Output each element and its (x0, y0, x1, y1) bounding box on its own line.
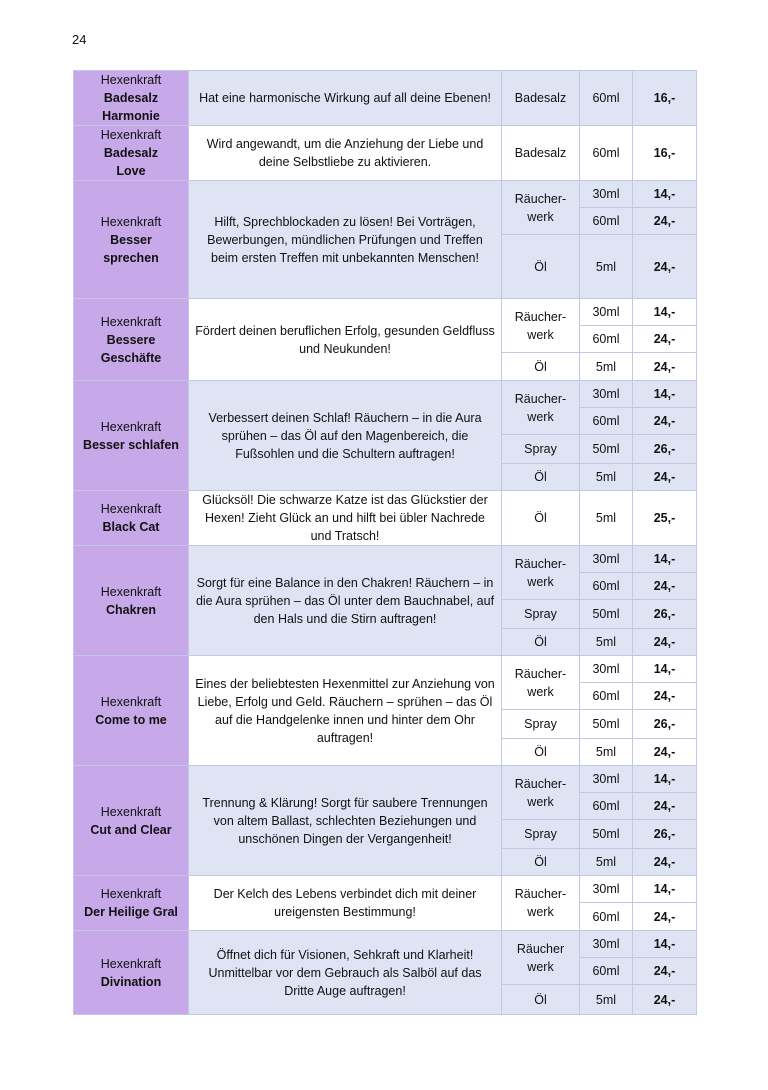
product-type: Öl (502, 739, 580, 766)
product-type: Räucher-werk (502, 546, 580, 600)
page-number: 24 (72, 32, 87, 47)
product-size: 5ml (580, 464, 633, 491)
product-size: 60ml (580, 793, 633, 820)
product-price: 14,- (633, 299, 697, 326)
product-price: 14,- (633, 876, 697, 903)
product-description: Sorgt für eine Balance in den Chakren! Räuchern – in die Aura sprühen – das Öl unter dem Bauchnabel, auf den Hals und die Stirn auftragen! (189, 546, 502, 656)
product-type: Badesalz (502, 126, 580, 181)
product-price: 26,- (633, 600, 697, 629)
product-row (74, 126, 697, 181)
product-size: 60ml (580, 408, 633, 435)
product-size: 5ml (580, 629, 633, 656)
product-size: 5ml (580, 235, 633, 299)
product-size: 60ml (580, 71, 633, 126)
product-size: 60ml (580, 903, 633, 931)
product-name-cell (74, 126, 189, 181)
product-name-cell (74, 181, 189, 299)
product-size: 30ml (580, 656, 633, 683)
product-block (74, 766, 697, 876)
product-size: 5ml (580, 739, 633, 766)
brand-label: Hexenkraft (100, 887, 162, 901)
product-block (74, 656, 697, 766)
product-size: 60ml (580, 573, 633, 600)
product-name-cell (74, 546, 189, 656)
product-name-cell (74, 766, 189, 876)
brand-label: Hexenkraft (100, 694, 162, 709)
brand-label: Hexenkraft (100, 584, 162, 599)
product-price-table (73, 70, 697, 1015)
product-type: Öl (502, 985, 580, 1015)
product-size: 30ml (580, 931, 633, 958)
product-name-cell (74, 656, 189, 766)
product-name-cell (74, 71, 189, 126)
product-size: 50ml (580, 820, 633, 849)
product-description: Trennung & Klärung! Sorgt für saubere Trennungen von altem Ballast, schlechten Beziehungen und unschönen Dingen der Vergangenheit! (189, 766, 502, 876)
product-type: Räucher-werk (502, 766, 580, 820)
product-price: 24,- (633, 849, 697, 876)
product-size: 30ml (580, 546, 633, 573)
product-name: Harmonie (102, 109, 160, 123)
product-description: Glücksöl! Die schwarze Katze ist das Glückstier der Hexen! Zieht Glück an und hilft bei übler Nachrede und Tratsch! (189, 491, 502, 546)
product-description: Öffnet dich für Visionen, Sehkraft und Klarheit! Unmittelbar vor dem Gebrauch als Salböl auf das Dritte Auge auftragen! (189, 931, 502, 1015)
product-type: Öl (502, 235, 580, 299)
product-name: Bessere (106, 332, 156, 347)
product-block (74, 299, 697, 381)
product-size: 30ml (580, 876, 633, 903)
product-type: Spray (502, 820, 580, 849)
product-price: 24,- (633, 573, 697, 600)
product-type: Räucher-werk (502, 656, 580, 710)
product-name: Geschäfte (100, 350, 162, 365)
product-name: Der Heilige Gral (84, 905, 178, 919)
product-name: Badesalz (103, 91, 159, 105)
product-type: Öl (502, 353, 580, 381)
product-price: 14,- (633, 381, 697, 408)
product-description: Verbessert deinen Schlaf! Räuchern – in die Aura sprühen – das Öl auf den Magenbereich, die Fußsohlen und die Schultern auftragen! (189, 381, 502, 491)
product-price: 24,- (633, 903, 697, 931)
product-size: 5ml (580, 985, 633, 1015)
product-row (74, 876, 697, 903)
product-price: 14,- (633, 766, 697, 793)
product-price: 14,- (633, 546, 697, 573)
product-price: 26,- (633, 710, 697, 739)
product-size: 60ml (580, 326, 633, 353)
product-type: Räucher-werk (502, 299, 580, 353)
product-type: Räucher-werk (502, 876, 580, 931)
product-name: Besser (110, 232, 152, 247)
product-size: 60ml (580, 683, 633, 710)
product-price: 24,- (633, 326, 697, 353)
product-description: Fördert deinen beruflichen Erfolg, gesunden Geldfluss und Neukunden! (189, 299, 502, 381)
product-row (74, 656, 697, 683)
product-size: 5ml (580, 353, 633, 381)
product-size: 5ml (580, 491, 633, 546)
product-row (74, 546, 697, 573)
product-type: Räucher werk (502, 931, 580, 985)
product-type: Räucher-werk (502, 181, 580, 235)
product-price: 24,- (633, 208, 697, 235)
product-price: 14,- (633, 931, 697, 958)
product-name-cell (74, 299, 189, 381)
product-type: Spray (502, 435, 580, 464)
product-type: Öl (502, 464, 580, 491)
brand-label: Hexenkraft (100, 804, 162, 819)
product-description: Wird angewandt, um die Anziehung der Liebe und deine Selbstliebe zu aktivieren. (189, 126, 502, 181)
product-price: 14,- (633, 656, 697, 683)
product-name: Love (116, 164, 146, 178)
product-size: 30ml (580, 381, 633, 408)
product-price: 16,- (633, 126, 697, 181)
product-name: Come to me (95, 712, 167, 727)
product-size: 60ml (580, 958, 633, 985)
product-size: 60ml (580, 208, 633, 235)
product-block (74, 381, 697, 491)
product-name-cell (74, 876, 189, 931)
product-price: 24,- (633, 464, 697, 491)
product-description: Eines der beliebtesten Hexenmittel zur Anziehung von Liebe, Erfolg und Geld. Räuchern – sprühen – das Öl auf die Handgelenke innen und hinter dem Ohr auftragen! (189, 656, 502, 766)
product-row (74, 931, 697, 958)
product-size: 5ml (580, 849, 633, 876)
product-size: 30ml (580, 181, 633, 208)
product-type: Spray (502, 600, 580, 629)
product-price: 24,- (633, 958, 697, 985)
product-description: Hilft, Sprechblockaden zu lösen! Bei Vorträgen, Bewerbungen, mündlichen Prüfungen und Treffen beim ersten Treffen mit unbekannten Menschen! (189, 181, 502, 299)
brand-label: Hexenkraft (100, 314, 162, 329)
brand-label: Hexenkraft (100, 502, 162, 516)
product-size: 50ml (580, 435, 633, 464)
product-price: 24,- (633, 985, 697, 1015)
product-size: 50ml (580, 600, 633, 629)
product-row (74, 766, 697, 793)
product-row (74, 491, 697, 546)
brand-label: Hexenkraft (100, 214, 162, 229)
product-block (74, 181, 697, 299)
product-type: Badesalz (502, 71, 580, 126)
product-price: 25,- (633, 491, 697, 546)
product-type: Öl (502, 629, 580, 656)
product-block (74, 876, 697, 931)
brand-label: Hexenkraft (100, 73, 162, 87)
product-size: 60ml (580, 126, 633, 181)
product-price: 24,- (633, 683, 697, 710)
product-name: Besser schlafen (83, 437, 179, 452)
product-name: Black Cat (102, 520, 160, 534)
product-name-cell (74, 491, 189, 546)
product-type: Öl (502, 491, 580, 546)
product-price: 24,- (633, 353, 697, 381)
product-row (74, 71, 697, 126)
product-block (74, 546, 697, 656)
product-block (74, 71, 697, 126)
product-price: 24,- (633, 793, 697, 820)
product-price: 24,- (633, 408, 697, 435)
product-type: Spray (502, 710, 580, 739)
product-size: 30ml (580, 766, 633, 793)
product-size: 30ml (580, 299, 633, 326)
brand-label: Hexenkraft (100, 956, 162, 971)
product-row (74, 381, 697, 408)
product-price: 24,- (633, 629, 697, 656)
product-price: 24,- (633, 235, 697, 299)
product-name: Chakren (105, 602, 157, 617)
product-type: Öl (502, 849, 580, 876)
product-price: 26,- (633, 820, 697, 849)
product-name: Cut and Clear (90, 822, 172, 837)
product-type: Räucher-werk (502, 381, 580, 435)
product-description: Hat eine harmonische Wirkung auf all deine Ebenen! (189, 71, 502, 126)
product-block (74, 931, 697, 1015)
product-name-cell (74, 381, 189, 491)
product-block (74, 491, 697, 546)
brand-label: Hexenkraft (100, 419, 162, 434)
product-price: 16,- (633, 71, 697, 126)
product-price: 26,- (633, 435, 697, 464)
brand-label: Hexenkraft (100, 128, 162, 142)
product-block (74, 126, 697, 181)
product-name: Badesalz (103, 146, 159, 160)
product-size: 50ml (580, 710, 633, 739)
product-description: Der Kelch des Lebens verbindet dich mit deiner ureigensten Bestimmung! (189, 876, 502, 931)
product-price: 14,- (633, 181, 697, 208)
product-name: sprechen (103, 250, 159, 265)
product-row (74, 181, 697, 208)
product-name-cell (74, 931, 189, 1015)
product-price: 24,- (633, 739, 697, 766)
product-name: Divination (100, 974, 162, 989)
product-row (74, 299, 697, 326)
